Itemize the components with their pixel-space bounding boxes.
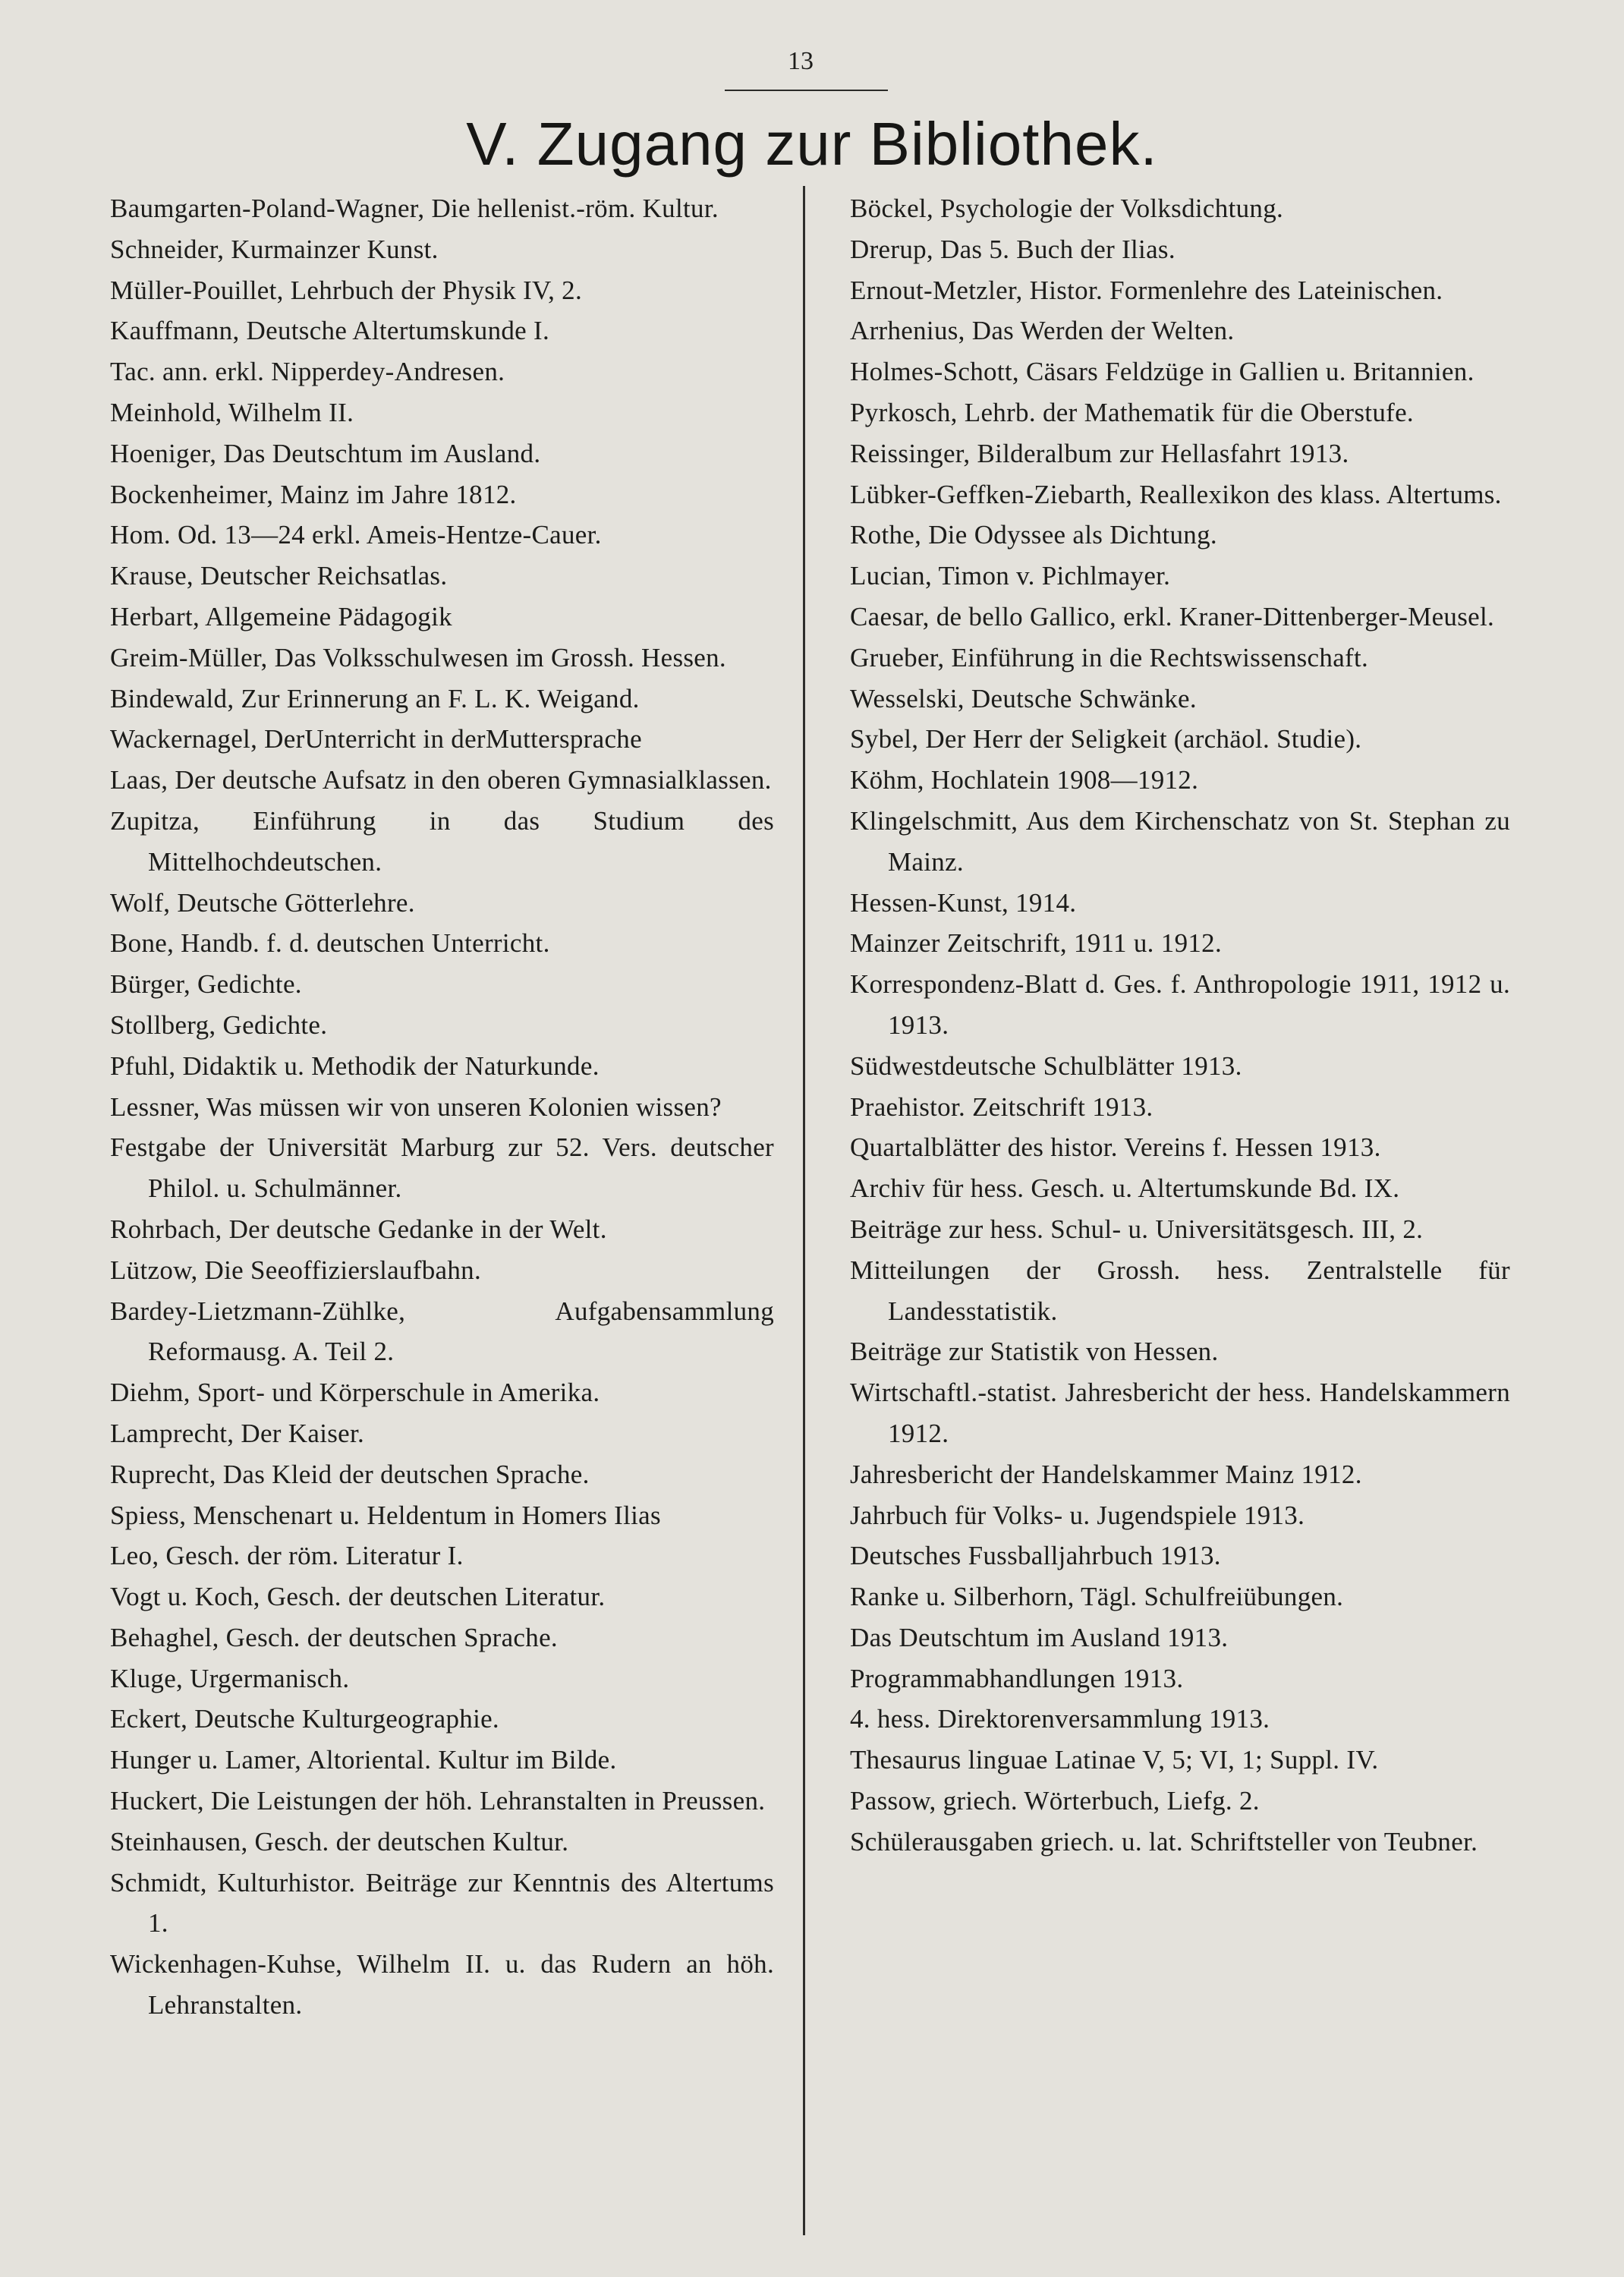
list-item: Deutsches Fussballjahrbuch 1913. — [850, 1541, 1221, 1571]
list-item: 4. hess. Direktorenversammlung 1913. — [850, 1704, 1270, 1734]
list-item: Kluge, Urgermanisch. — [110, 1663, 350, 1693]
list-item: Archiv für hess. Gesch. u. Altertumskunde Bd. IX. — [850, 1173, 1400, 1204]
list-item: Kauffmann, Deutsche Altertumskunde I. — [110, 316, 550, 346]
list-item: Zupitza, Einführung in das Studium des Mittelhochdeutschen. — [110, 805, 774, 877]
list-item: Wackernagel, DerUnterricht in derMuttersprache — [110, 724, 642, 754]
list-item: Lucian, Timon v. Pichlmayer. — [850, 561, 1171, 591]
list-item: Huckert, Die Leistungen der höh. Lehranstalten in Preussen. — [110, 1786, 766, 1816]
list-item: Praehistor. Zeitschrift 1913. — [850, 1091, 1153, 1122]
list-item: Stollberg, Gedichte. — [110, 1009, 328, 1040]
section-heading: V. Zugang zur Bibliothek. — [466, 110, 1158, 178]
list-item: Passow, griech. Wörterbuch, Liefg. 2. — [850, 1786, 1260, 1816]
list-item: Klingelschmitt, Aus dem Kirchenschatz von St. Stephan zu Mainz. — [850, 805, 1510, 877]
right-column — [850, 188, 1510, 1863]
list-item: Behaghel, Gesch. der deutschen Sprache. — [110, 1622, 558, 1652]
list-item: Wolf, Deutsche Götterlehre. — [110, 887, 415, 918]
page-number: 13 — [788, 47, 814, 75]
list-item: Tac. ann. erkl. Nipperdey-Andresen. — [110, 357, 505, 387]
list-item: Lübker-Geffken-Ziebarth, Reallexikon des klass. Altertums. — [850, 479, 1502, 509]
list-item: Das Deutschtum im Ausland 1913. — [850, 1622, 1229, 1652]
list-item: Eckert, Deutsche Kulturgeographie. — [110, 1704, 499, 1734]
page-number-rule — [725, 90, 888, 91]
list-item: Lessner, Was müssen wir von unseren Kolonien wissen? — [110, 1091, 722, 1122]
list-item: Schülerausgaben griech. u. lat. Schriftsteller von Teubner. — [850, 1826, 1478, 1857]
left-column — [110, 188, 774, 2026]
list-item: Holmes-Schott, Cäsars Feldzüge in Gallien u. Britannien. — [850, 357, 1475, 387]
list-item: Ernout-Metzler, Histor. Formenlehre des Lateinischen. — [850, 275, 1443, 305]
list-item: Wesselski, Deutsche Schwänke. — [850, 683, 1197, 713]
list-item: Hoeniger, Das Deutschtum im Ausland. — [110, 438, 541, 468]
list-item: Rothe, Die Odyssee als Dichtung. — [850, 520, 1217, 550]
list-item: Greim-Müller, Das Volksschulwesen im Grossh. Hessen. — [110, 642, 726, 672]
list-item: Grueber, Einführung in die Rechtswissenschaft. — [850, 642, 1369, 672]
list-item: Drerup, Das 5. Buch der Ilias. — [850, 234, 1176, 264]
list-item: Bürger, Gedichte. — [110, 969, 302, 1000]
list-item: Beiträge zur Statistik von Hessen. — [850, 1337, 1219, 1367]
list-item: Festgabe der Universität Marburg zur 52. Vers. deutscher Philol. u. Schulmänner. — [110, 1132, 774, 1204]
list-item: Hessen-Kunst, 1914. — [850, 887, 1077, 918]
list-item: Pyrkosch, Lehrb. der Mathematik für die Oberstufe. — [850, 397, 1414, 427]
list-item: Programmabhandlungen 1913. — [850, 1663, 1184, 1693]
list-item: Schneider, Kurmainzer Kunst. — [110, 234, 439, 264]
list-item: Wickenhagen-Kuhse, Wilhelm II. u. das Rudern an höh. Lehranstalten. — [110, 1949, 774, 2020]
list-item: Sybel, Der Herr der Seligkeit (archäol. Studie). — [850, 724, 1362, 754]
list-item: Wirtschaftl.-statist. Jahresbericht der hess. Handelskammern 1912. — [850, 1378, 1510, 1448]
list-item: Mainzer Zeitschrift, 1911 u. 1912. — [850, 928, 1223, 959]
list-item: Vogt u. Koch, Gesch. der deutschen Literatur. — [110, 1582, 606, 1612]
list-item: Müller-Pouillet, Lehrbuch der Physik IV, 2. — [110, 275, 583, 305]
list-item: Steinhausen, Gesch. der deutschen Kultur. — [110, 1826, 569, 1857]
list-item: Ranke u. Silberhorn, Tägl. Schulfreiübungen. — [850, 1582, 1344, 1612]
list-item: Bockenheimer, Mainz im Jahre 1812. — [110, 479, 517, 509]
column-divider — [803, 186, 805, 2235]
list-item: Pfuhl, Didaktik u. Methodik der Naturkunde. — [110, 1050, 600, 1081]
list-item: Diehm, Sport- und Körperschule in Amerika. — [110, 1378, 600, 1408]
list-item: Jahresbericht der Handelskammer Mainz 1912. — [850, 1459, 1362, 1489]
list-item: Herbart, Allgemeine Pädagogik — [110, 601, 452, 631]
list-item: Caesar, de bello Gallico, erkl. Kraner-Dittenberger-Meusel. — [850, 601, 1495, 631]
list-item: Schmidt, Kulturhistor. Beiträge zur Kenntnis des Altertums 1. — [110, 1867, 774, 1938]
list-item: Meinhold, Wilhelm II. — [110, 397, 354, 427]
list-item: Bindewald, Zur Erinnerung an F. L. K. Weigand. — [110, 683, 640, 713]
list-item: Korrespondenz-Blatt d. Ges. f. Anthropologie 1911, 1912 u. 1913. — [850, 969, 1510, 1040]
list-item: Lützow, Die Seeoffizierslaufbahn. — [110, 1255, 482, 1285]
list-item: Böckel, Psychologie der Volksdichtung. — [850, 194, 1284, 223]
list-item: Reissinger, Bilderalbum zur Hellasfahrt 1913. — [850, 438, 1349, 468]
list-item: Köhm, Hochlatein 1908—1912. — [850, 765, 1199, 795]
list-item: Spiess, Menschenart u. Heldentum in Homers Ilias — [110, 1500, 661, 1530]
list-item: Baumgarten-Poland-Wagner, Die hellenist.-röm. Kultur. — [110, 194, 719, 223]
list-item: Laas, Der deutsche Aufsatz in den oberen Gymnasialklassen. — [110, 765, 772, 795]
list-item: Bone, Handb. f. d. deutschen Unterricht. — [110, 928, 550, 959]
list-item: Beiträge zur hess. Schul- u. Universitätsgesch. III, 2. — [850, 1214, 1424, 1244]
list-item: Lamprecht, Der Kaiser. — [110, 1418, 365, 1448]
list-item: Mitteilungen der Grossh. hess. Zentralstelle für Landesstatistik. — [850, 1255, 1510, 1326]
list-item: Hom. Od. 13—24 erkl. Ameis-Hentze-Cauer. — [110, 520, 602, 550]
list-item: Arrhenius, Das Werden der Welten. — [850, 316, 1235, 346]
list-item: Krause, Deutscher Reichsatlas. — [110, 561, 448, 591]
list-item: Ruprecht, Das Kleid der deutschen Sprache. — [110, 1459, 590, 1489]
list-item: Hunger u. Lamer, Altoriental. Kultur im Bilde. — [110, 1745, 617, 1775]
list-item: Thesaurus linguae Latinae V, 5; VI, 1; Suppl. IV. — [850, 1745, 1379, 1775]
list-item: Leo, Gesch. der röm. Literatur I. — [110, 1541, 464, 1571]
list-item: Quartalblätter des histor. Vereins f. Hessen 1913. — [850, 1132, 1381, 1163]
list-item: Jahrbuch für Volks- u. Jugendspiele 1913. — [850, 1500, 1305, 1530]
list-item: Bardey-Lietzmann-Zühlke, Aufgabensammlung Reformausg. A. Teil 2. — [110, 1296, 774, 1367]
list-item: Südwestdeutsche Schulblätter 1913. — [850, 1050, 1242, 1081]
list-item: Rohrbach, Der deutsche Gedanke in der Welt. — [110, 1214, 607, 1244]
